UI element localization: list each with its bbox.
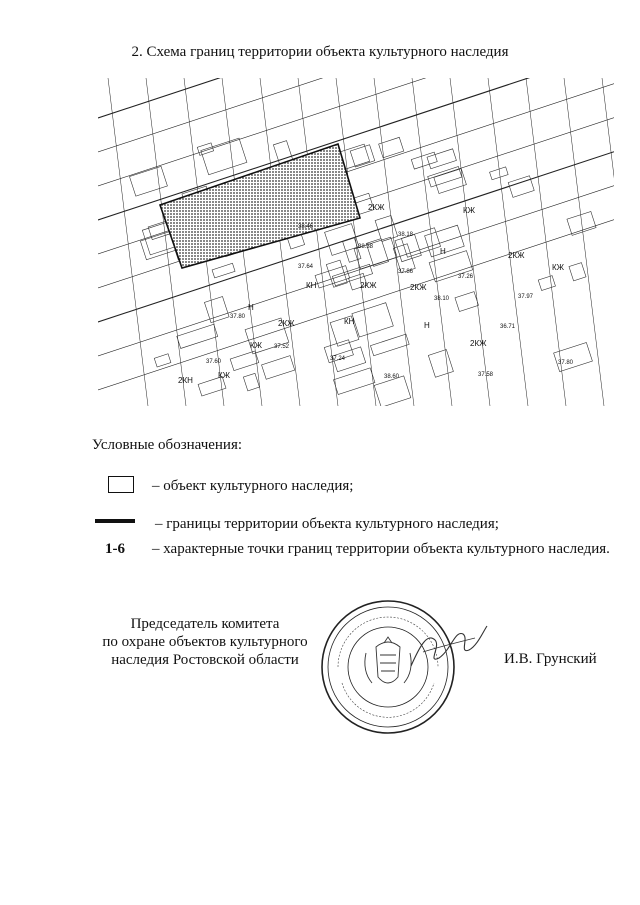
map-label: КЖ: [218, 371, 231, 380]
signer-position: Председатель комитета по охране объектов культурного наследия Ростовской области: [102, 616, 308, 668]
map-elevation-mark: 37.26: [458, 274, 474, 280]
map-elevation-mark: 37.64: [298, 264, 314, 270]
map-label: КН: [306, 281, 317, 290]
legend-object-swatch: [108, 476, 134, 493]
map-label: 2КЖ: [278, 319, 295, 328]
legend-points-text: – характерные точки границ территории объекта культурного наследия.: [152, 541, 610, 557]
map-label: 2КЖ: [360, 281, 377, 290]
map-elevation-mark: 37.97: [518, 294, 534, 300]
map-elevation-mark: 37.60: [206, 359, 222, 365]
legend-object-text: – объект культурного наследия;: [152, 478, 354, 494]
map-elevation-mark: 36.71: [500, 324, 516, 330]
handwritten-signature: [405, 618, 490, 673]
map-label: Н: [248, 303, 254, 312]
map-elevation-mark: 38.38: [358, 244, 374, 250]
map-elevation-mark: 38.10: [434, 296, 450, 302]
legend-heading: Условные обозначения:: [92, 437, 243, 453]
map-label: Н: [440, 247, 446, 256]
map-label: 2КН: [178, 376, 193, 385]
map-elevation-mark: 38.60: [384, 374, 400, 380]
legend-points-symbol: 1-6: [105, 541, 125, 557]
map-label: 2КЖ: [410, 283, 427, 292]
map-label: 2КЖ: [368, 203, 385, 212]
boundary-scheme-map: [98, 78, 614, 406]
map-elevation-mark: 37.24: [330, 356, 346, 362]
legend-boundary-text: – границы территории объекта культурного наследия;: [155, 516, 499, 532]
legend-boundary-swatch: [95, 519, 135, 523]
map-elevation-mark: 37.80: [230, 314, 246, 320]
map-label: КЖ: [463, 206, 476, 215]
map-elevation-mark: 37.58: [478, 372, 494, 378]
map-elevation-mark: 37.80: [558, 360, 574, 366]
signer-name: И.В. Грунский: [504, 651, 597, 667]
map-elevation-mark: 37.52: [274, 344, 290, 350]
map-label: 2КЖ: [508, 251, 525, 260]
map-elevation-mark: 37.86: [398, 269, 414, 275]
map-drawing: [98, 78, 614, 406]
map-label: КЖ: [250, 341, 263, 350]
map-elevation-mark: 38.18: [398, 232, 414, 238]
map-elevation-mark: 38.46: [298, 224, 314, 230]
map-label: 2КЖ: [470, 339, 487, 348]
map-label: Н: [424, 321, 430, 330]
map-label: КЖ: [552, 263, 565, 272]
map-label: КН: [344, 317, 355, 326]
document-title: 2. Схема границ территории объекта культурного наследия: [131, 44, 509, 60]
